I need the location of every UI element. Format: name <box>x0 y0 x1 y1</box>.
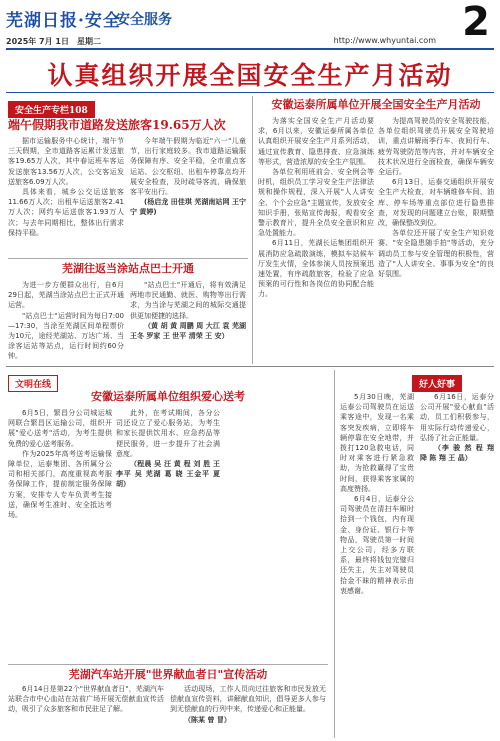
article-body-good-deeds-cont <box>420 392 494 738</box>
article-body-blood-donation <box>8 684 164 738</box>
newspaper-logo: 芜湖日报·安全 <box>6 11 121 31</box>
article-body-exam-escort-cont <box>116 408 220 660</box>
column-divider <box>252 96 253 364</box>
tag-safety-hotline: 安全生产专栏108 <box>8 98 95 118</box>
article-body-safety-month-cont <box>378 116 494 362</box>
article-body-safety-month <box>258 116 374 362</box>
paragraph: 为进一步方便群众出行，自6月29日起，芜湖当涂站点巴士正式开通运营。 <box>8 281 124 310</box>
paragraph: 6月4日，运泰分公司驾驶员在清扫车厢时拾到一个钱包，内有现金、身份证、银行卡等物品，驾驶员第一时间上交公司，经多方联系，最终将钱包完璧归还失主，失主对驾驶员拾金不昧的精神表示由衷感谢。 <box>340 495 414 595</box>
paragraph: 今年端午假期为临近"六一"儿童节，出行家庭较多。我市道路运输服务保障有序、安全平稳，全市重点客运站、公交枢纽、出租车停靠点均开展安全检查，及时疏导客流，确保旅客平安出行。 <box>130 137 246 197</box>
article-body-bus-route-cont <box>130 280 246 360</box>
article-body-bus-route <box>8 280 124 360</box>
byline: （黄 胡 黄 周鹏 周 大江 袁 芜湖 王冬 罗家 王 世平 清荣 王 安） <box>130 321 246 341</box>
issue-date: 2025年 7月 1日 星期二 <box>6 37 101 46</box>
paragraph: 作为2025年高考送考运输保障单位，运泰集团、各所属分公司和相关部门，高度重视高考服务保障工作，提前制定服务保障方案，安排专人专车负责考生接送，确保考生准时、安全抵达考场。 <box>8 449 112 520</box>
byline: (杨启龙 田佳琪 芜湖南站网 王宁宁 黄婷) <box>130 198 246 217</box>
paragraph: "站点巴士"运营时间为每日7:00—17:30，当涂至芜湖区间单程票价为10元，途经芜湖站、万达广场、当涂客运站等站点，运行时间约60分钟。 <box>8 311 124 360</box>
tag-civilized: 文明在线 <box>8 372 58 392</box>
divider <box>8 664 328 665</box>
article-body-holiday-travel <box>8 136 124 256</box>
paragraph: 5月30日晚，芜湖运泰公司驾驶员在运送乘客途中，发现一名乘客突发疾病，立即将车辆停靠在安全地带，并拨打120急救电话，同时对乘客进行紧急救助，为抢救赢得了宝贵时间，获得乘客家属的高度赞扬。 <box>340 393 414 493</box>
article-title-safety-month: 安徽运泰所属单位开展全国安全生产月活动 <box>271 98 481 111</box>
article-title-holiday-travel: 端午假期我市道路发送旅客19.65万人次 <box>8 118 226 132</box>
page-headline: 认真组织开展全国安全生产月活动 <box>47 61 453 90</box>
article-body-good-deeds <box>340 392 414 738</box>
dateline <box>6 36 436 47</box>
article-title-exam-escort: 安徽运泰所属单位组织爱心送考 <box>91 390 245 403</box>
byline: （李 骏 然 程 翔 降 陈 翔 王 晶） <box>420 444 494 463</box>
article-title-blood-donation: 芜湖汽车站开展"世界献血者日"宣传活动 <box>68 668 268 681</box>
article-body-blood-donation-cont <box>170 684 326 738</box>
paragraph: 为落实全国安全生产月活动要求，6月以来，安徽运泰所属各单位认真组织开展安全生产月系列活动，通过宣传教育、隐患排查、应急演练等形式，营造浓厚的安全生产氛围。 <box>258 117 374 166</box>
page-number: 2 <box>462 0 490 45</box>
byline: （陈某 曾 冒） <box>184 715 231 724</box>
headline-rule <box>6 92 494 93</box>
paragraph: 6月13日，运泰交通组织开展安全生产大检查，对车辆维修车间、油库、停车场等重点部位进行隐患排查，对发现的问题建立台账，限期整改，确保整改到位。 <box>378 178 494 228</box>
article-body-holiday-travel-cont <box>130 136 246 222</box>
paragraph: 为提高驾驶员的安全驾驶技能，各单位组织驾驶员开展安全驾驶培训，重点讲解雨季行车、夜间行车、疲劳驾驶防范等内容，并对车辆安全技术状况进行全面检查，确保车辆安全运行。 <box>378 117 494 177</box>
article-title-bus-route: 芜湖往返当涂站点巴士开通 <box>62 262 194 275</box>
paragraph: 6月14日是第22个"世界献血者日"，芜湖汽车站联合市中心血站在站前广场开展无偿献血宣传活动，吸引了众多旅客和市民驻足了解。 <box>8 685 164 714</box>
paragraph: 此外，在考试期间，各分公司还设立了爱心服务站，为考生和家长提供饮用水、应急药品等便民服务，进一步提升了社会满意度。 <box>116 409 220 458</box>
divider <box>8 258 248 259</box>
website-url[interactable]: http://www.whyuntai.com <box>333 36 436 45</box>
paragraph: 各单位还开展了安全生产知识竞赛、"安全隐患随手拍"等活动，充分调动员工参与安全管理的积极性，营造了"人人讲安全、事事为安全"的良好氛围。 <box>378 229 494 279</box>
article-body-exam-escort <box>8 408 112 660</box>
column-divider <box>334 370 335 738</box>
paragraph: 6月16日，运泰分公司开展"爱心献血"活动，员工们积极参与，用实际行动传递爱心，弘扬了社会正能量。 <box>420 393 494 442</box>
paragraph: 具体来看，城乡公交运送旅客11.66万人次；出租车运送旅客2.41万人次；网约车运送旅客1.93万人次；与去年同期相比，整体出行需求保持平稳。 <box>8 188 124 237</box>
section-name: 安全服务 <box>116 12 172 28</box>
header-rule <box>6 48 494 50</box>
paragraph: 据市运输服务中心统计，端午节三天假期，全市道路客运累计发送旅客19.65万人次，其中春运班车客运发送旅客13.56万人次，公交客运发送旅客6.09万人次。 <box>8 137 124 186</box>
paragraph: 活动现场，工作人员向过往旅客和市民发放无偿献血宣传资料，讲解献血知识，倡导更多人参与到无偿献血的行列中来，传递爱心和正能量。 <box>170 685 326 714</box>
paragraph: 6月5日，繁昌分公司城运城网联合繁昌区运输公司，组织开展"爱心送考"活动，为考生提供免费的爱心送考服务。 <box>8 409 112 448</box>
paragraph: "站点巴士"开通后，将有效满足两地市民通勤、就医、购物等出行需求，为当涂与芜湖之间的城际交通提供更加便捷的选择。 <box>130 281 246 320</box>
masthead <box>0 0 500 48</box>
paragraph: 6月11日，芜湖长运集团组织开展消防应急疏散演练，模拟车站候车厅发生火情，全体参演人员按预案迅速处置，有序疏散旅客，检验了应急预案的可行性和各岗位的协同配合能力。 <box>258 239 374 299</box>
byline: （程晨 吴 汪 黄 程 刘 胜 王 李平 吴 芜湖 葛 晓 王金平 夏 胡） <box>116 460 220 489</box>
paragraph: 各单位利用班前会、安全例会等时机，组织员工学习安全生产法律法规和操作规程，深入开展"人人讲安全、个个会应急"主题宣传，发放安全知识手册，张贴宣传海报，观看安全警示教育片，提升全员安全意识和应急处置能力。 <box>258 168 374 238</box>
tag-good-people: 好人好事 <box>412 372 462 392</box>
section-rule <box>6 366 494 367</box>
